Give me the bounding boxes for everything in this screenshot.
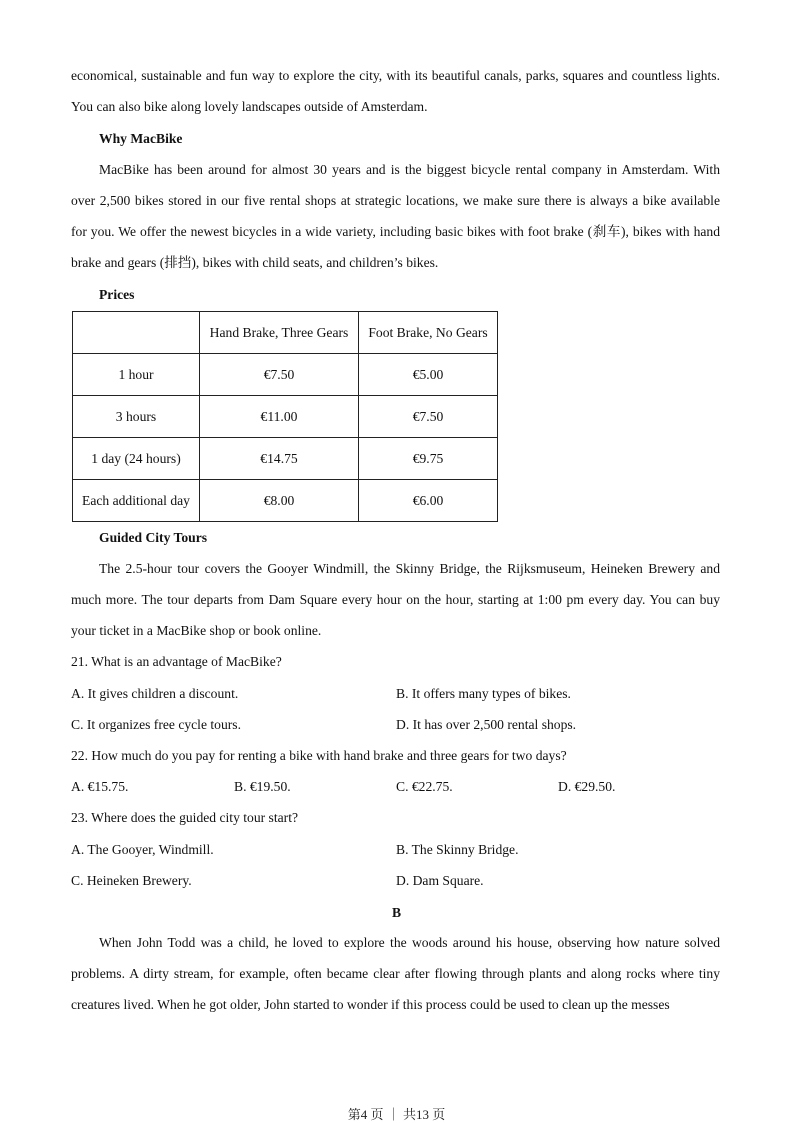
passage-text-line: for you. We offer the newest bicycles in a wide variety, including basic bikes with foot brake (刹车), bikes with hand — [71, 224, 720, 239]
answer-option: B. It offers many types of bikes. — [396, 686, 571, 701]
table-cell: €11.00 — [200, 396, 359, 438]
table-cell: €5.00 — [359, 354, 498, 396]
table-cell: €7.50 — [200, 354, 359, 396]
question-stem: 22. How much do you pay for renting a bike with hand brake and three gears for two days? — [71, 748, 567, 763]
table-row — [73, 354, 498, 396]
section-heading-why-macbike: Why MacBike — [99, 131, 183, 146]
passage-text-line: brake and gears (排挡), bikes with child seats, and children’s bikes. — [71, 255, 439, 270]
table-cell: €8.00 — [200, 480, 359, 522]
passage-text-line: MacBike has been around for almost 30 years and is the biggest bicycle rental company in Amsterdam. With — [99, 162, 720, 177]
table-row — [73, 480, 498, 522]
answer-option: A. It gives children a discount. — [71, 686, 239, 701]
table-cell: €9.75 — [359, 438, 498, 480]
passage-text-line: creatures lived. When he got older, John started to wonder if this process could be used to clean up the messes — [71, 997, 670, 1012]
answer-option: D. Dam Square. — [396, 873, 484, 888]
passage-text-line: over 2,500 bikes stored in our five rental shops at strategic locations, we make sure there is always a bike available — [71, 193, 720, 208]
section-heading-guided-tours: Guided City Tours — [99, 530, 208, 545]
table-header-cell: Hand Brake, Three Gears — [200, 312, 359, 354]
question-stem: 21. What is an advantage of MacBike? — [71, 654, 282, 669]
answer-option: D. €29.50. — [558, 779, 616, 794]
passage-text-line: The 2.5-hour tour covers the Gooyer Windmill, the Skinny Bridge, the Rijksmuseum, Heineken Brewery and — [99, 561, 720, 576]
answer-option: C. €22.75. — [396, 779, 453, 794]
table-cell: €6.00 — [359, 480, 498, 522]
question-stem: 23. Where does the guided city tour start? — [71, 810, 298, 825]
answer-option: A. €15.75. — [71, 779, 129, 794]
passage-text-line: problems. A dirty stream, for example, often became clear after flowing through plants and along rocks where tiny — [71, 966, 720, 981]
table-cell: 1 hour — [73, 354, 200, 396]
passage-text-line: You can also bike along lovely landscapes outside of Amsterdam. — [71, 99, 428, 114]
table-header-row — [73, 312, 498, 354]
prices-table — [72, 311, 498, 522]
table-cell: 3 hours — [73, 396, 200, 438]
answer-option: C. Heineken Brewery. — [71, 873, 192, 888]
table-cell: €7.50 — [359, 396, 498, 438]
passage-text-line: much more. The tour departs from Dam Square every hour on the hour, starting at 1:00 pm every day. You can buy — [71, 592, 720, 607]
section-heading-prices: Prices — [99, 287, 135, 302]
table-row — [73, 438, 498, 480]
answer-option: B. €19.50. — [234, 779, 291, 794]
answer-option: B. The Skinny Bridge. — [396, 842, 519, 857]
table-cell: €14.75 — [200, 438, 359, 480]
answer-option: C. It organizes free cycle tours. — [71, 717, 241, 732]
page-number-footer: 第4 页 ｜ 共13 页 — [347, 1107, 446, 1122]
table-cell: 1 day (24 hours) — [73, 438, 200, 480]
passage-text-line: When John Todd was a child, he loved to explore the woods around his house, observing how nature solved — [99, 935, 720, 950]
table-header-cell: Foot Brake, No Gears — [359, 312, 498, 354]
passage-text-line: your ticket in a MacBike shop or book online. — [71, 623, 322, 638]
table-cell: Each additional day — [73, 480, 200, 522]
answer-option: D. It has over 2,500 rental shops. — [396, 717, 577, 732]
passage-b-heading: B — [391, 905, 402, 920]
answer-option: A. The Gooyer, Windmill. — [71, 842, 214, 857]
table-header-cell — [73, 312, 200, 354]
passage-text-line: economical, sustainable and fun way to explore the city, with its beautiful canals, parks, squares and countless lights. — [71, 68, 720, 83]
table-row — [73, 396, 498, 438]
